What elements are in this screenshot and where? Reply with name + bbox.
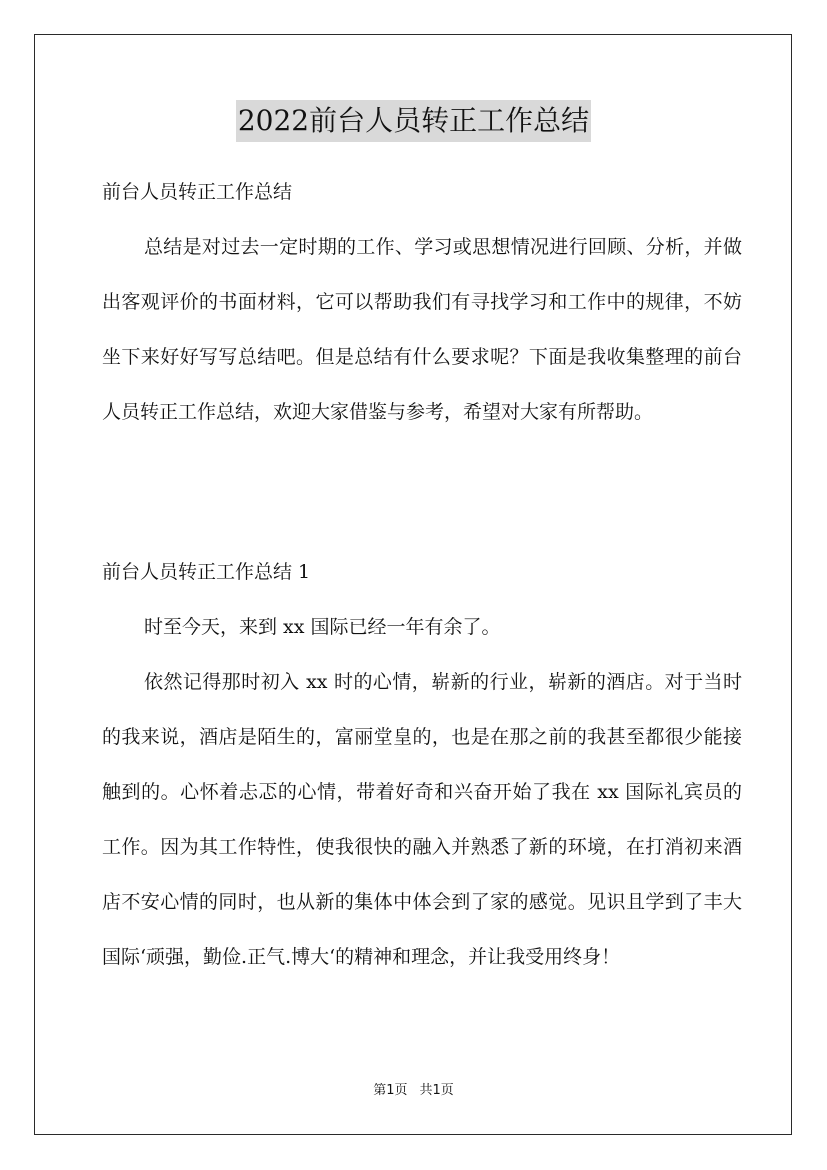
page-number: 第1页 — [373, 1083, 408, 1098]
section-1 — [102, 545, 742, 985]
page-total: 共1页 — [419, 1083, 454, 1098]
section-1-heading: 前台人员转正工作总结 1 — [102, 561, 311, 583]
intro-heading: 前台人员转正工作总结 — [102, 181, 293, 203]
document-title: 2022前台人员转正工作总结 — [236, 100, 591, 142]
intro-section — [102, 165, 742, 440]
section-1-paragraph-1: 时至今天，来到 xx 国际已经一年有余了。 — [144, 616, 501, 638]
title-container — [0, 100, 827, 142]
page-footer — [0, 1082, 827, 1100]
section-1-paragraph-2: 依然记得那时初入 xx 时的心情，崭新的行业，崭新的酒店。对于当时的我来说，酒店是陌生的，富丽堂皇的，也是在那之前的我甚至都很少能接触到的。心怀着忐忑的心情，带着好奇和兴奋开始了我在 xx 国际礼宾员的工作。因为其工作特性，使我很快的融入并熟悉了新的环境，在打消初来酒店不安心情的同时，也从新的集体中体会到了家的感觉。见识且学到了丰大国际‘顽强，勤俭.正气.博大‘的精神和理念，并让我受用终身！ — [102, 671, 742, 968]
intro-paragraph: 总结是对过去一定时期的工作、学习或思想情况进行回顾、分析，并做出客观评价的书面材料，它可以帮助我们有寻找学习和工作中的规律，不妨坐下来好好写写总结吧。但是总结有什么要求呢？下面是我收集整理的前台人员转正工作总结，欢迎大家借鉴与参考，希望对大家有所帮助。 — [102, 236, 742, 423]
